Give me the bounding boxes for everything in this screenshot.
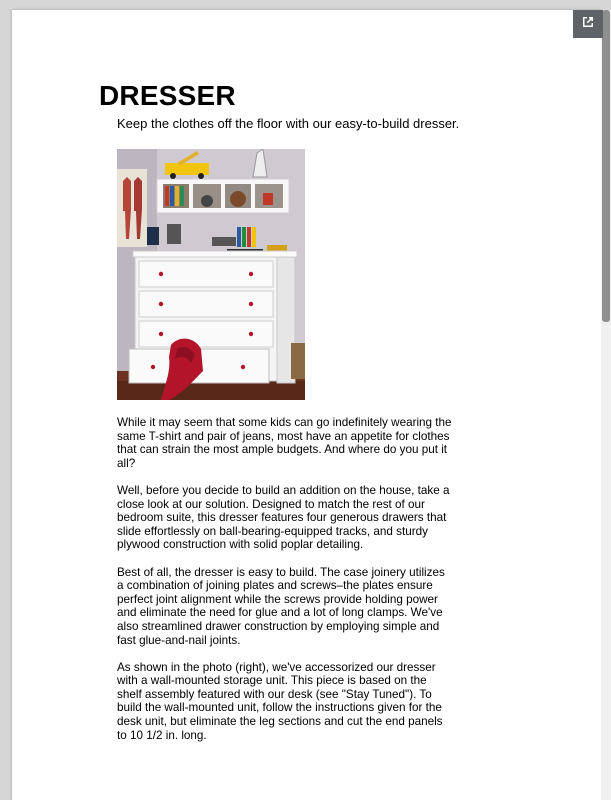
paragraph-2: Well, before you decide to build an addition on the house, take a close look at our solution. Designed to match the rest of our bedroom suite, this dresser features four generous drawers that slide effortlessly on ball-bearing-equipped tracks, and sturdy plywood construction with solid poplar detailing. (117, 483, 450, 552)
document-page (12, 10, 601, 800)
paragraph-1: While it may seem that some kids can go indefinitely wearing the same T-shirt and pair of jeans, most have an appetite for clothes that can strain the most ample budgets. And where do you put it all? (117, 416, 452, 470)
article-body (117, 416, 452, 756)
dresser-photo (117, 149, 305, 400)
page-title: DRESSER (99, 80, 236, 111)
paragraph-3: Best of all, the dresser is easy to build. The case joinery utilizes a combination of joining plates and screws–the plates ensure perfect joint alignment while the screws provide holding power and eliminate the need for glue and a lot of long clamps. We've also streamlined drawer construction by employing simple and fast glue-and-nail joints. (117, 565, 445, 647)
open-in-new-button[interactable] (573, 10, 603, 38)
open-in-new-icon (580, 14, 596, 35)
page-subtitle: Keep the clothes off the floor with our easy-to-build dresser. (117, 116, 460, 131)
paragraph-4: As shown in the photo (right), we've accessorized our dresser with a wall-mounted storage unit. This piece is based on the shelf assembly featured with our desk (see "Stay Tuned"). To build the wall-mounted unit, follow the instructions given for the desk unit, but eliminate the leg sections and cut the end panels to 10 1/2 in. long. (117, 660, 443, 742)
vertical-scrollbar[interactable] (601, 10, 611, 800)
scrollbar-thumb[interactable] (602, 10, 610, 322)
